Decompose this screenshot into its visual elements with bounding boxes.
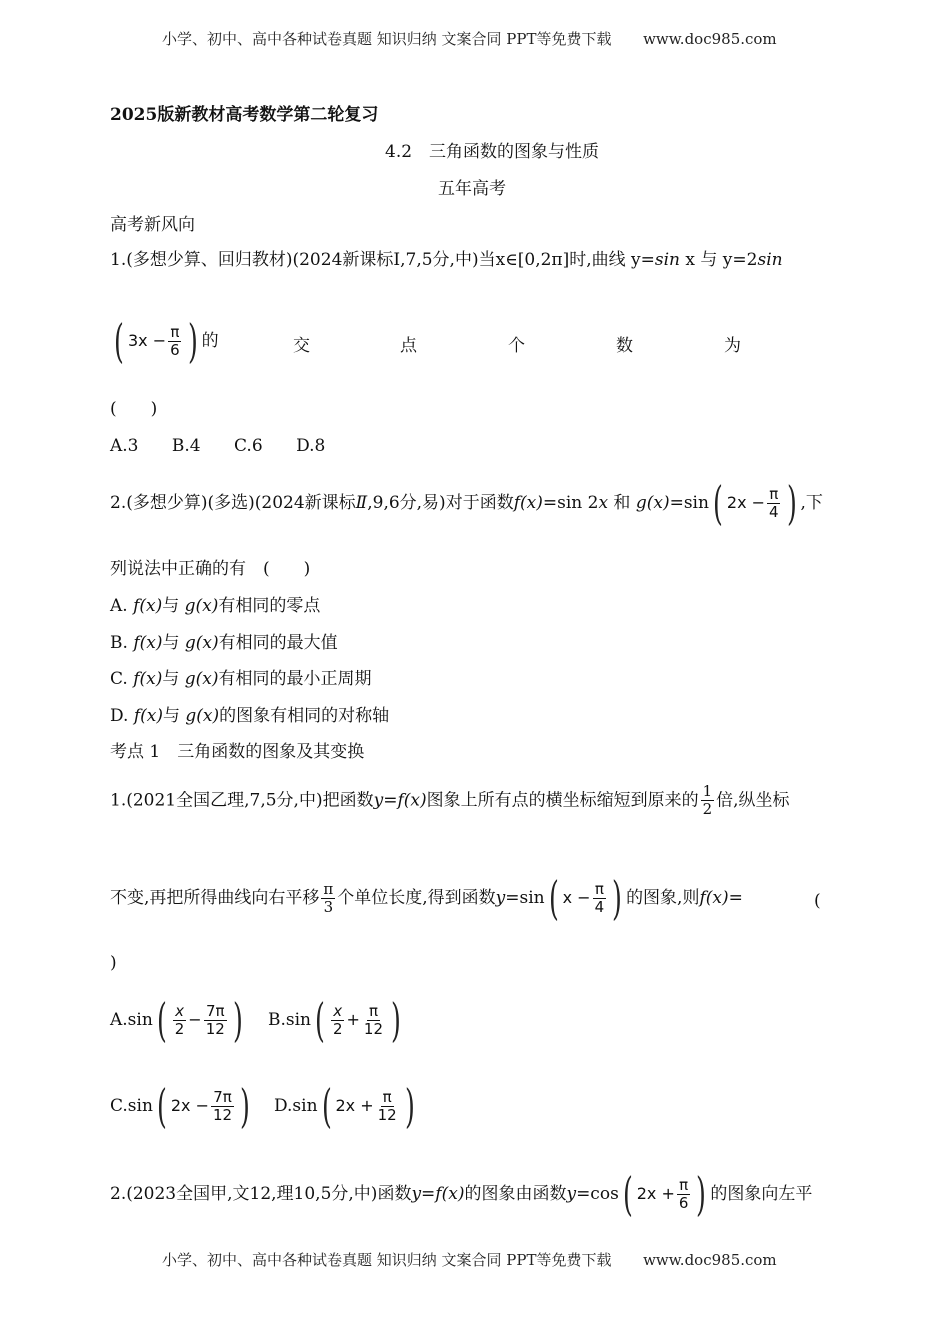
footer-left-text: 小学、初中、高中各种试卷真题 知识归纳 文案合同 PPT等免费下载 xyxy=(162,1251,612,1269)
heading-new-trend: 高考新风向 xyxy=(110,215,195,235)
k1q1-blank-open: ( xyxy=(814,891,821,911)
page-header xyxy=(162,28,777,49)
q1-option-a[interactable]: A.3 xyxy=(110,436,139,456)
fraction-one-half: $\frac{1}{2}$ xyxy=(702,782,713,818)
q1-option-c[interactable]: C.6 xyxy=(234,436,263,456)
q2-option-c[interactable]: C. f(x)与 g(x)有相同的最小正周期 xyxy=(110,669,372,689)
header-url[interactable]: www.doc985.com xyxy=(643,30,777,48)
q1-spread-5: 为 xyxy=(724,336,741,356)
q2-stem-line2: 列说法中正确的有 ( ) xyxy=(110,559,311,579)
q2-option-b[interactable]: B. f(x)与 g(x)有相同的最大值 xyxy=(110,633,338,653)
k1q1-option-a[interactable]: A.sin ( $\frac{x}{2}$ − $\frac{7\pi}{12}$ ) xyxy=(110,993,243,1047)
q1-spread-4: 数 xyxy=(616,336,633,356)
doc-title: 2025版新教材高考数学第二轮复习 xyxy=(110,105,379,125)
q2-option-a[interactable]: A. f(x)与 g(x)有相同的零点 xyxy=(110,596,321,616)
q2-stem-line1: 2.(多想少算)(多选)(2024新课标Ⅱ,9,6分,易)对于函数f(x)=sin 2x 和 g(x)=sin ( 2x − $\frac{\pi}{4}$ ) ,下 xyxy=(110,476,823,530)
footer-url[interactable]: www.doc985.com xyxy=(643,1251,777,1269)
k1q1-blank-close: ) xyxy=(110,953,117,973)
q1-spread-3: 个 xyxy=(508,336,525,356)
k1q1-option-b[interactable]: B.sin ( $\frac{x}{2}$ + $\frac{\pi}{12}$ ) xyxy=(268,993,401,1047)
k1q2-stem-line1: 2.(2023全国甲,文12,理10,5分,中)函数y=f(x)的图象由函数y=cos ( 2x + $\frac{\pi}{6}$ ) 的图象向左平 xyxy=(110,1167,813,1221)
q1-spread-2: 点 xyxy=(400,336,417,356)
k1q2-expression: ( 2x + $\frac{\pi}{6}$ ) xyxy=(622,1167,707,1221)
k1q1-stem-line2: 不变,再把所得曲线向右平移 $\frac{\pi}{3}$ 个单位长度,得到函数y=sin ( x − $\frac{\pi}{4}$ ) 的图象,则f(x)= xyxy=(110,871,743,925)
k1q1-stem-line1: 1.(2021全国乙理,7,5分,中)把函数y=f(x)图象上所有点的横坐标缩短到原来的 $\frac{1}{2}$ 倍,纵坐标 xyxy=(110,782,790,818)
section-title: 4.2 三角函数的图象与性质 xyxy=(385,142,600,162)
q1-option-b[interactable]: B.4 xyxy=(171,436,201,456)
q1-stem-line2: ( 3x − $\frac{\pi}{6}$ ) 的 xyxy=(110,318,219,364)
subtitle: 五年高考 xyxy=(438,179,506,199)
k1q1-expression: ( x − $\frac{\pi}{4}$ ) xyxy=(548,871,623,925)
q1-answer-blank: ( ) xyxy=(110,399,158,419)
q1-expression: ( 3x − $\frac{\pi}{6}$ ) xyxy=(114,314,198,368)
k1q1-option-d[interactable]: D.sin ( 2x + $\frac{\pi}{12}$ ) xyxy=(274,1079,415,1133)
k1q1-option-c[interactable]: C.sin ( 2x − $\frac{7\pi}{12}$ ) xyxy=(110,1079,251,1133)
q1-options xyxy=(110,435,325,457)
q2-option-d[interactable]: D. f(x)与 g(x)的图象有相同的对称轴 xyxy=(110,706,390,726)
q1-spread-1: 交 xyxy=(293,336,310,356)
q1-stem-line1: 1.(多想少算、回归教材)(2024新课标Ⅰ,7,5分,中)当x∈[0,2π]时,曲线 y=sin x 与 y=2sin xyxy=(110,250,783,270)
header-left-text: 小学、初中、高中各种试卷真题 知识归纳 文案合同 PPT等免费下载 xyxy=(162,30,612,48)
q1-option-d[interactable]: D.8 xyxy=(296,436,326,456)
section-heading-kaodian1: 考点 1 三角函数的图象及其变换 xyxy=(110,742,365,762)
page-footer xyxy=(162,1249,777,1270)
q2-expression: ( 2x − $\frac{\pi}{4}$ ) xyxy=(712,476,797,530)
